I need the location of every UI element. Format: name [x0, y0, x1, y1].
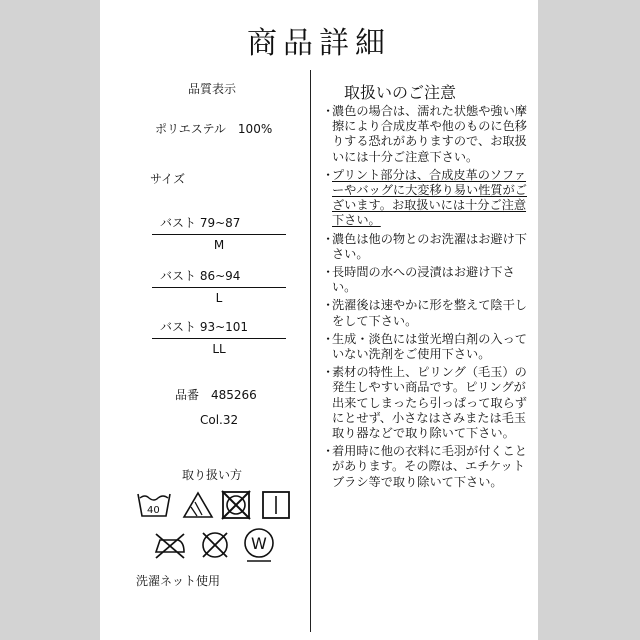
- note-text: プリント部分は、合成皮革のソファーやバッグに大変移り易い性質がございます。お取扱いには十分ご注意下さい。: [332, 167, 527, 228]
- note-text: 生成・淡色には蛍光増白剤の入っていない洗剤をご使用下さい。: [332, 331, 527, 362]
- care-notes-heading: 取扱いのご注意: [344, 83, 457, 102]
- wash-temp: 40: [147, 505, 160, 516]
- material-text: ポリエステル 100%: [155, 122, 273, 136]
- no-tumble-dry-icon: [220, 489, 252, 521]
- list-item: ・ 濃色は他の物とのお洗濯はお避け下さい。: [322, 231, 527, 261]
- list-item: ・ 長時間の水への浸漬はお避け下さい。: [322, 265, 515, 295]
- size-label: LL: [212, 342, 226, 356]
- note-text: 濃色の場合は、濡れた状態や強い摩擦により合成皮革や他のものに色移りする恐れがありますので、お取扱いには十分ご注意下さい。: [332, 104, 527, 164]
- product-number: 品番 485266: [175, 388, 257, 402]
- size-row-l: [152, 267, 286, 305]
- size-bust: バスト 86~94: [160, 269, 241, 283]
- list-item: ・ 洗濯後は速やかに形を整えて陰干しをして下さい。: [322, 298, 527, 328]
- note-text: 着用時に他の衣料に毛羽が付くことがあります。その際は、エチケットブラシ等で取り除いて下さい。: [332, 444, 527, 489]
- color-code: Col.32: [200, 413, 239, 427]
- divider: [152, 338, 286, 339]
- divider: [152, 287, 286, 288]
- bleach-ok-icon: [182, 490, 214, 520]
- line-dry-icon: [260, 489, 292, 521]
- product-detail-sheet: [100, 0, 538, 640]
- wet-clean-icon: [240, 524, 278, 564]
- no-dry-clean-icon: [198, 528, 232, 562]
- size-row-ll: [152, 318, 286, 356]
- size-bust: バスト 93~101: [160, 320, 249, 334]
- size-label: L: [215, 291, 223, 305]
- note-text: 洗濯後は速やかに形を整えて陰干しをして下さい。: [332, 298, 527, 328]
- no-iron-icon: [152, 528, 188, 562]
- care-heading: 取り扱い方: [182, 468, 243, 482]
- page-title: 商品詳細: [247, 26, 391, 61]
- column-divider: [310, 70, 311, 632]
- note-text: 濃色は他の物とのお洗濯はお避け下さい。: [332, 231, 527, 261]
- list-item: ・ プリント部分は、合成皮革のソファーやバッグに大変移り易い性質がございます。お取扱いには十分ご注意下さい。: [322, 167, 527, 228]
- divider: [152, 234, 286, 235]
- list-item: ・ 生成・淡色には蛍光増白剤の入っていない洗剤をご使用下さい。: [322, 331, 527, 362]
- size-bust: バスト 79~87: [160, 216, 241, 230]
- note-text: 長時間の水への浸漬はお避け下さい。: [332, 265, 515, 295]
- list-item: ・ 濃色の場合は、濡れた状態や強い摩擦により合成皮革や他のものに色移りする恐れがありますので、お取扱いには十分ご注意下さい。: [322, 104, 527, 164]
- list-item: ・ 着用時に他の衣料に毛羽が付くことがあります。その際は、エチケットブラシ等で取り除いて下さい。: [322, 444, 527, 489]
- care-notes-list: [322, 104, 530, 493]
- quality-heading: 品質表示: [188, 82, 237, 96]
- net-note: 洗濯ネット使用: [136, 574, 221, 588]
- svg-text:W: W: [251, 534, 267, 553]
- size-heading: サイズ: [150, 172, 186, 186]
- size-label: M: [213, 238, 225, 252]
- list-item: ・ 素材の特性上、ピリング（毛玉）の発生しやすい商品です。ピリングが出来てしまったら引っぱって取らずにとせず、小さなはさみまたは毛玉取り器などで取り除いて下さい。: [322, 365, 527, 441]
- size-row-m: [152, 214, 286, 252]
- note-text: 素材の特性上、ピリング（毛玉）の発生しやすい商品です。ピリングが出来てしまったら引っぱって取らずにとせず、小さなはさみまたは毛玉取り器などで取り除いて下さい。: [332, 365, 527, 441]
- wash-40-icon: [136, 488, 172, 520]
- label-left-column: [100, 0, 310, 640]
